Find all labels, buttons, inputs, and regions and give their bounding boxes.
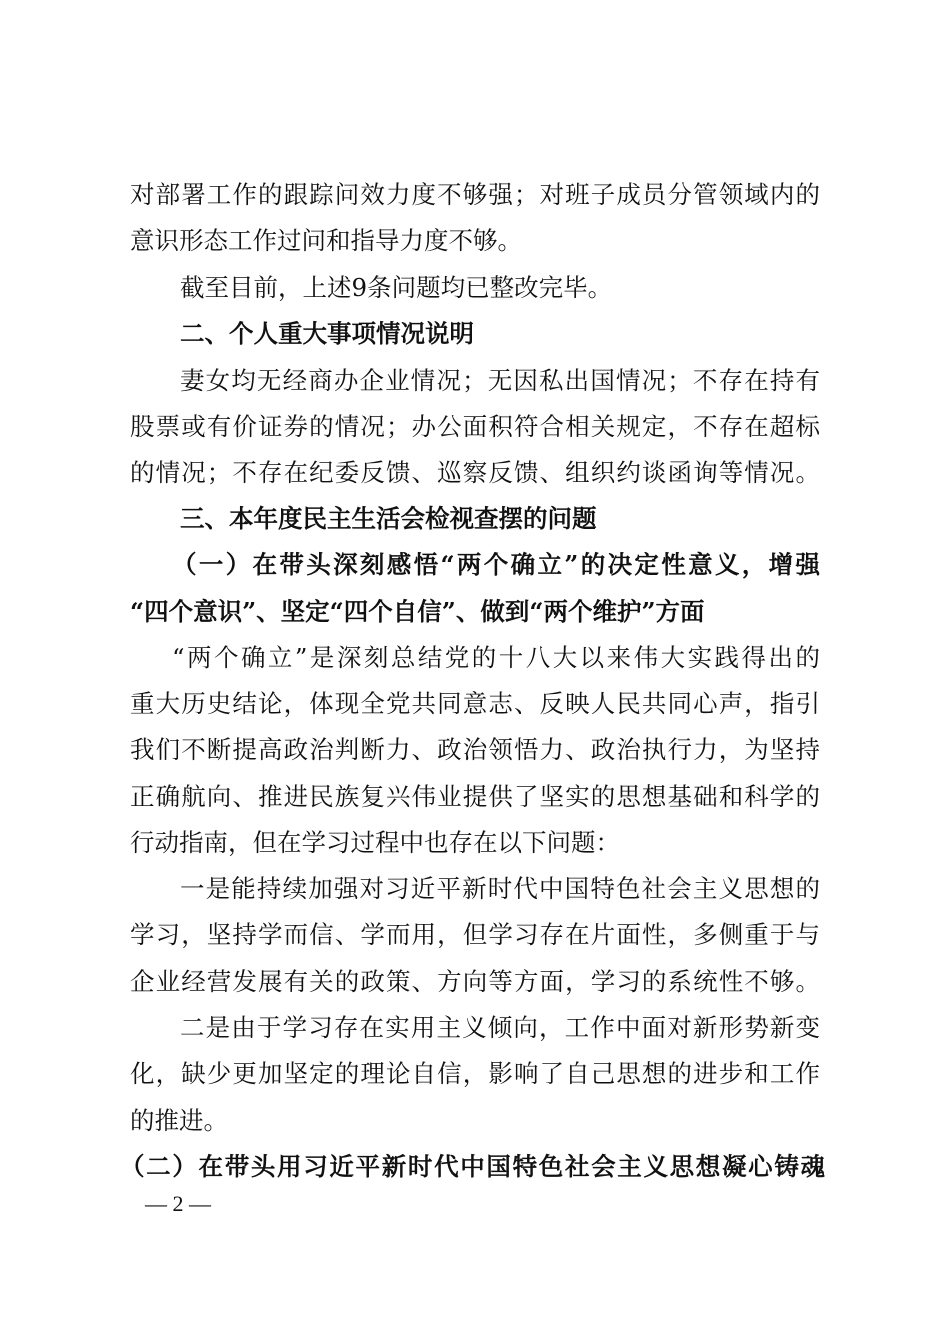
section-heading: 三、本年度民主生活会检视查摆的问题 bbox=[180, 504, 597, 533]
paragraph-line: 对部署工作的跟踪问效力度不够强；对班子成员分管领域内的 bbox=[130, 180, 820, 209]
paragraph-line: 意识形态工作过问和指导力度不够。 bbox=[130, 226, 522, 255]
paragraph-line: 行动指南，但在学习过程中也存在以下问题： bbox=[130, 828, 620, 857]
subsection-heading: （二）在带头用习近平新时代中国特色社会主义思想凝心铸魂 bbox=[120, 1152, 825, 1181]
paragraph-line: 二是由于学习存在实用主义倾向，工作中面对新形势新变 bbox=[180, 1013, 820, 1042]
paragraph-line: 我们不断提高政治判断力、政治领悟力、政治执行力，为坚持 bbox=[130, 735, 820, 764]
paragraph-line: 一是能持续加强对习近平新时代中国特色社会主义思想的 bbox=[180, 874, 820, 903]
paragraph-line: 妻女均无经商办企业情况；无因私出国情况；不存在持有 bbox=[180, 366, 820, 395]
paragraph-line: 企业经营发展有关的政策、方向等方面，学习的系统性不够。 bbox=[130, 967, 820, 996]
subsection-heading: （一）在带头深刻感悟“两个确立”的决定性意义，增强 bbox=[172, 550, 820, 579]
paragraph-line: 股票或有价证券的情况；办公面积符合相关规定，不存在超标 bbox=[130, 412, 820, 441]
paragraph-line: 重大历史结论，体现全党共同意志、反映人民共同心声，指引 bbox=[130, 689, 820, 718]
page-number: — 2 — bbox=[145, 1191, 211, 1216]
section-heading: 二、个人重大事项情况说明 bbox=[180, 319, 474, 348]
paragraph-line: 化，缺少更加坚定的理论自信，影响了自己思想的进步和工作 bbox=[130, 1059, 820, 1088]
paragraph-line: 正确航向、推进民族复兴伟业提供了坚实的思想基础和科学的 bbox=[130, 782, 820, 811]
paragraph-line: 截至目前，上述9条问题均已整改完毕。 bbox=[180, 273, 613, 302]
paragraph-line: 学习，坚持学而信、学而用，但学习存在片面性，多侧重于与 bbox=[130, 920, 820, 949]
subsection-heading: “四个意识”、坚定“四个自信”、做到“两个维护”方面 bbox=[130, 597, 705, 626]
paragraph-line: “两个确立”是深刻总结党的十八大以来伟大实践得出的 bbox=[172, 643, 820, 672]
paragraph-line: 的推进。 bbox=[130, 1106, 228, 1135]
paragraph-line: 的情况；不存在纪委反馈、巡察反馈、组织约谈函询等情况。 bbox=[130, 458, 820, 487]
